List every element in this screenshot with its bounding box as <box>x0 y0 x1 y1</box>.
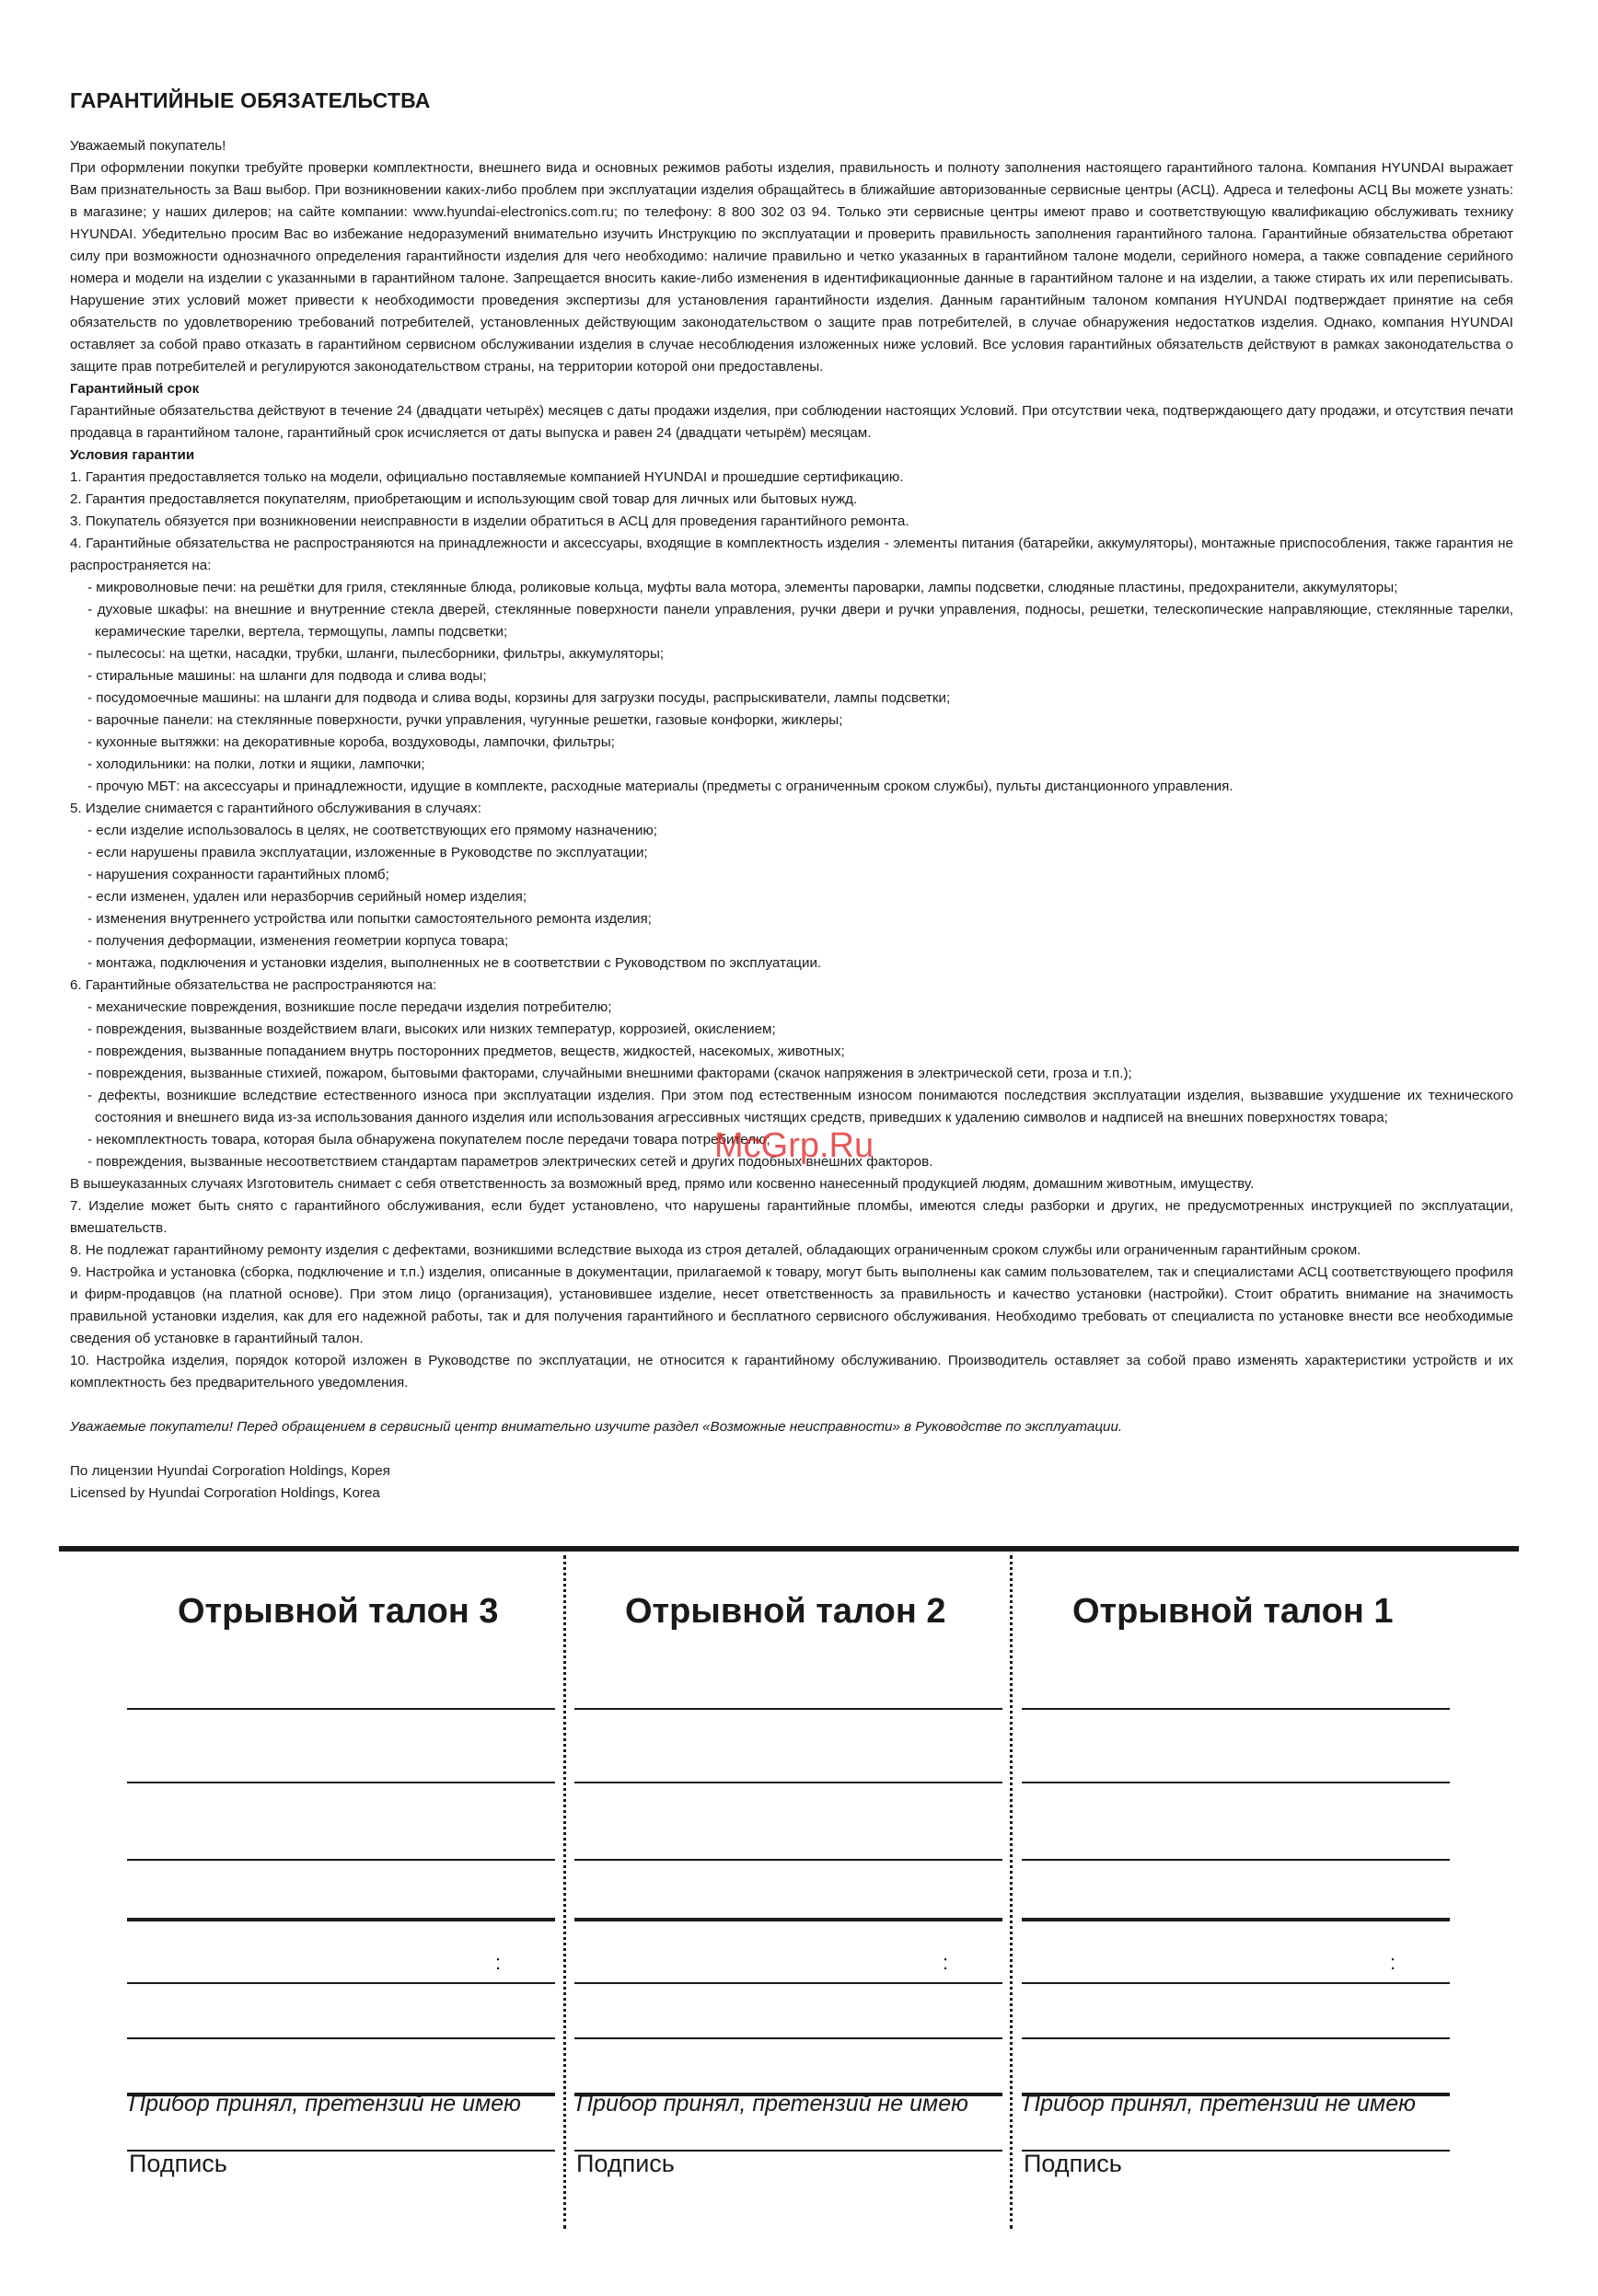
fill-line <box>127 1782 555 1783</box>
fill-line <box>1022 1708 1450 1710</box>
fill-line <box>574 1918 1002 1921</box>
tear-line-1 <box>563 1555 566 2229</box>
condition-5-item: - изменения внутреннего устройства или попытки самостоятельного ремонта изделия; <box>87 911 652 927</box>
document-title: ГАРАНТИЙНЫЕ ОБЯЗАТЕЛЬСТВА <box>70 88 431 112</box>
condition-6-item: - повреждения, вызванные стихией, пожаром, бытовыми факторами, случайными внешними факторами (скачок напряжения в электрической сети, гроза и т.п.); <box>87 1066 1132 1081</box>
condition-4-item: - микроволновые печи: на решётки для гриля, стеклянные блюда, роликовые кольца, муфты вала мотора, элементы пароварки, лампы подсветки, слюдяные пластины, предохранители, аккумуляторы; <box>87 580 1398 595</box>
intro-paragraph: При оформлении покупки требуйте проверки комплектности, внешнего вида и основных режимов работы изделия, правильность и полноту заполнения настоящего гарантийного талона. Компания HYUNDAI выражает Вам признательность за Ваш выбор. При возникновении каких-либо проблем при эксплуатации изделия обращайтесь в ближайшие авторизованные сервисные центры (АСЦ). Адреса и телефоны АСЦ Вы можете узнать: в магазине; у наших дилеров; на сайте компании: www.hyundai-electronics.com.ru; по телефону: 8 800 302 03 94. Только эти сервисные центры имеют право и соответствующую квалификацию обслуживать технику HYUNDAI. Убедительно просим Вас во избежание недоразумений внимательно изучить Инструкцию по эксплуатации и проверить правильность заполнения гарантийного талона. Гарантийные обязательства обретают силу при возможности однозначного определения гарантийности изделия для чего необходимо: наличие правильно и четко указанных в гарантийном талоне модели, серийного номера, а также совпадение серийного номера и модели на изделии с указанными в гарантийном талоне. Запрещается вносить какие-либо изменения в идентификационные данные в гарантийном талоне и на изделии, а также стирать их или переписывать. Нарушение этих условий может привести к необходимости проведения экспертизы для установления гарантийности изделия. Данным гарантийным талоном компания HYUNDAI подтверждает принятие на себя обязательств по удовлетворению требований потребителей, установленных действующим законодательством о защите прав потребителей, в случае обнаружения недостатков изделия. Однако, компания HYUNDAI оставляет за собой право отказать в гарантийном сервисном обслуживании изделия в случае несоблюдения изложенных ниже условий. Все условия гарантийных обязательств действуют в рамках законодательства о защите прав потребителей и регулируются законодательством страны, на территории которой они предоставлены. <box>70 160 1513 375</box>
condition-5-item: - монтажа, подключения и установки изделия, выполненных не в соответствии с Руководством по эксплуатации. <box>87 955 822 971</box>
condition-9: 9. Настройка и установка (сборка, подключение и т.п.) изделия, описанные в документации, прилагаемой к товару, могут быть выполнены как самим пользователем, так и специалистами АСЦ соответствующего профиля и фирм-продавцов (на платной основе). При этом лицо (организация), установившее изделие, несет ответственность за правильность и качество установки (настройки). Стоит обратить внимание на значимость правильной установки изделия, как для его надежной работы, так и для получения гарантийного и бесплатного сервисного обслуживания. Необходимо требовать от специалиста по установке внести все необходимые сведения об установке в гарантийный талон. <box>70 1264 1513 1346</box>
signature-label: Подпись <box>1024 2150 1122 2177</box>
condition-5-item: - если нарушены правила эксплуатации, изложенные в Руководстве по эксплуатации; <box>87 845 648 860</box>
condition-6-note: В вышеуказанных случаях Изготовитель снимает с себя ответственность за возможный вред, прямо или косвенно нанесенный продукцией людям, домашним животным, имуществу. <box>70 1176 1255 1192</box>
condition-4-item: - посудомоечные машины: на шланги для подвода и слива воды, корзины для загрузки посуды, распрыскиватели, лампы подсветки; <box>87 690 951 706</box>
fill-line <box>574 1782 1002 1783</box>
service-notice: Уважаемые покупатели! Перед обращением в сервисный центр внимательно изучите раздел «Возможные неисправности» в Руководстве по эксплуатации. <box>70 1419 1123 1435</box>
condition-4-item: - кухонные вытяжки: на декоративные короба, воздуховоды, лампочки, фильтры; <box>87 734 615 750</box>
condition-4-item: - духовые шкафы: на внешние и внутренние стекла дверей, стеклянные поверхности панели управления, ручки двери и ручки управления, подносы, решетки, телескопические направляющие, стеклянные тарелки, керамические тарелки, вертела, термощупы, лампы подсветки; <box>87 602 1513 640</box>
signature-label: Подпись <box>129 2150 227 2177</box>
condition-4: 4. Гарантийные обязательства не распространяются на принадлежности и аксессуары, входящие в комплектность изделия - элементы питания (батарейки, аккумуляторы), монтажные приспособления, также гарантия не распространяется на: <box>70 536 1513 573</box>
time-colon: : <box>1390 1951 1396 1974</box>
condition-6-item: - повреждения, вызванные несоответствием стандартам параметров электрических сетей и других подобных внешних факторов. <box>87 1154 933 1170</box>
fill-line <box>574 2037 1002 2039</box>
spacer <box>70 1438 1513 1460</box>
coupon-section-divider <box>59 1546 1519 1552</box>
fill-line <box>1022 1918 1450 1921</box>
condition-4-item: - пылесосы: на щетки, насадки, трубки, шланги, пылесборники, фильтры, аккумуляторы; <box>87 646 665 662</box>
condition-6: 6. Гарантийные обязательства не распространяются на: <box>70 977 437 993</box>
fill-line <box>1022 1859 1450 1861</box>
condition-4-item: - прочую МБТ: на аксессуары и принадлежности, идущие в комплекте, расходные материалы (предметы с ограниченным сроком службы), пульты дистанционного управления. <box>87 779 1233 794</box>
fill-line <box>127 1982 555 1984</box>
condition-5: 5. Изделие снимается с гарантийного обслуживания в случаях: <box>70 801 481 816</box>
tear-line-2 <box>1010 1555 1013 2229</box>
coupon-title: Отрывной талон 3 <box>178 1592 499 1631</box>
document-body <box>70 135 1513 1505</box>
condition-5-item: - если изменен, удален или неразборчив серийный номер изделия; <box>87 889 527 905</box>
fill-line <box>1022 2037 1450 2039</box>
spacer <box>70 1394 1513 1416</box>
condition-4-item: - холодильники: на полки, лотки и ящики, лампочки; <box>87 756 425 772</box>
fill-line <box>1022 1782 1450 1783</box>
greeting: Уважаемый покупатель! <box>70 138 226 154</box>
condition-6-item: - дефекты, возникшие вследствие естественного износа при эксплуатации изделия. При этом под естественным износом понимаются последствия эксплуатации изделия, вызвавшие ухудшение их технического состояния и внешнего вида из-за использования данного изделия или использования агрессивных чистящих средств, приведших к удалению символов и надписей на внешних поверхностях товара; <box>87 1088 1513 1125</box>
fill-line <box>127 1708 555 1710</box>
conditions-heading: Условия гарантии <box>70 447 195 463</box>
condition-6-item: - механические повреждения, возникшие после передачи изделия потребителю; <box>87 999 612 1015</box>
condition-7: 7. Изделие может быть снято с гарантийного обслуживания, если будет установлено, что нарушены гарантийные пломбы, имеются следы разборки и других, не предусмотренных инструкцией по эксплуатации, вмешательств. <box>70 1198 1513 1236</box>
condition-6-item: - повреждения, вызванные попаданием внутрь посторонних предметов, веществ, жидкостей, насекомых, животных; <box>87 1044 845 1059</box>
license-ru: По лицензии Hyundai Corporation Holdings, Корея <box>70 1463 390 1479</box>
condition-4-item: - варочные панели: на стеклянные поверхности, ручки управления, чугунные решетки, газовые конфорки, жиклеры; <box>87 712 843 728</box>
condition-1: 1. Гарантия предоставляется только на модели, официально поставляемые компанией HYUNDAI и прошедшие сертификацию. <box>70 469 904 485</box>
time-colon: : <box>943 1951 949 1974</box>
condition-5-item: - нарушения сохранности гарантийных пломб; <box>87 867 389 883</box>
fill-line <box>1022 1982 1450 1984</box>
fill-line <box>127 2037 555 2039</box>
time-colon: : <box>495 1951 502 1974</box>
fill-line <box>574 1859 1002 1861</box>
fill-line <box>574 1982 1002 1984</box>
fill-line <box>574 1708 1002 1710</box>
tear-off-coupon-1 <box>1022 1555 1450 2236</box>
condition-5-item: - если изделие использовалось в целях, не соответствующих его прямому назначению; <box>87 823 658 838</box>
condition-3: 3. Покупатель обязуется при возникновении неисправности в изделии обратиться в АСЦ для проведения гарантийного ремонта. <box>70 513 909 529</box>
watermark: McGrp.Ru <box>714 1126 874 1165</box>
tear-off-coupon-2 <box>574 1555 1002 2236</box>
signature-label: Подпись <box>576 2150 675 2177</box>
condition-5-item: - получения деформации, изменения геометрии корпуса товара; <box>87 933 509 949</box>
coupon-title: Отрывной талон 1 <box>1072 1592 1394 1631</box>
warranty-period-text: Гарантийные обязательства действуют в течение 24 (двадцати четырёх) месяцев с даты продажи изделия, при соблюдении настоящих Условий. При отсутствии чека, подтверждающего дату продажи, и отсутствия печати продавца в гарантийном талоне, гарантийный срок исчисляется от даты выпуска и равен 24 (двадцати четырём) месяцам. <box>70 403 1513 441</box>
condition-6-item: - некомплектность товара, которая была обнаружена покупателем после передачи товара потребителю; <box>87 1132 770 1148</box>
tear-off-coupon-3 <box>127 1555 555 2236</box>
condition-10: 10. Настройка изделия, порядок которой изложен в Руководстве по эксплуатации, не относится к гарантийному обслуживанию. Производитель оставляет за собой право изменять характеристики устройств и их комплектность без предварительного уведомления. <box>70 1353 1513 1390</box>
fill-line <box>127 1859 555 1861</box>
warranty-document <box>70 88 1513 1505</box>
acceptance-text: Прибор принял, претензий не имею <box>129 2091 521 2117</box>
condition-6-item: - повреждения, вызванные воздействием влаги, высоких или низких температур, коррозией, окислением; <box>87 1021 776 1037</box>
condition-8: 8. Не подлежат гарантийному ремонту изделия с дефектами, возникшими вследствие выхода из строя деталей, обладающих ограниченным сроком службы или ограниченным гарантийным сроком. <box>70 1242 1361 1258</box>
fill-line <box>127 1918 555 1921</box>
coupon-title: Отрывной талон 2 <box>625 1592 946 1631</box>
warranty-period-heading: Гарантийный срок <box>70 381 200 397</box>
license-en: Licensed by Hyundai Corporation Holdings, Korea <box>70 1485 380 1501</box>
acceptance-text: Прибор принял, претензий не имею <box>1024 2091 1416 2117</box>
acceptance-text: Прибор принял, претензий не имею <box>576 2091 968 2117</box>
condition-2: 2. Гарантия предоставляется покупателям, приобретающим и использующим свой товар для личных или бытовых нужд. <box>70 491 858 507</box>
condition-4-item: - стиральные машины: на шланги для подвода и слива воды; <box>87 668 487 684</box>
